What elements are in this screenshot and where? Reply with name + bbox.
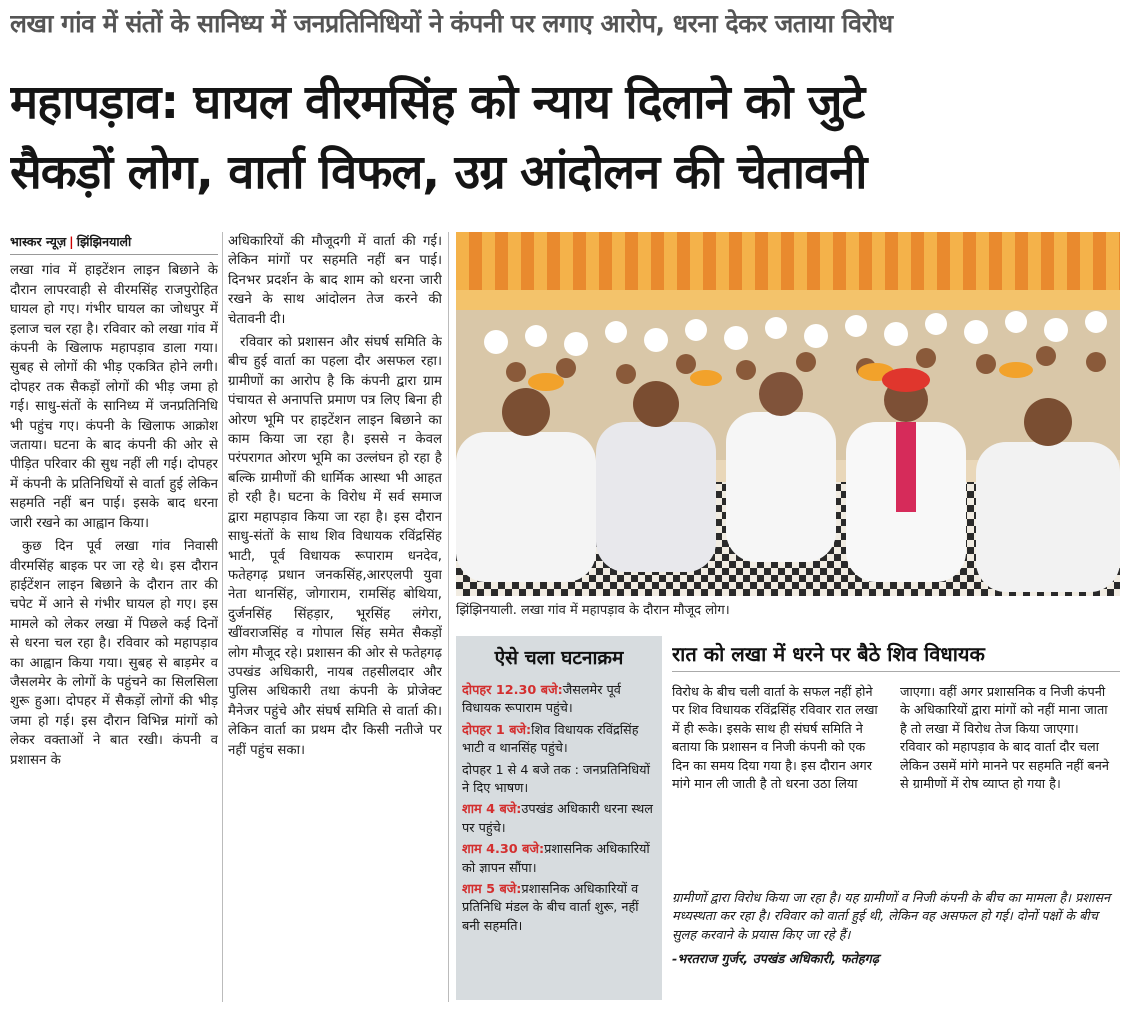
- timeline-text: प्रशासनिक अधिकारियों को ज्ञापन सौंपा।: [462, 842, 650, 876]
- paragraph: लखा गांव में हाइटेंशन लाइन बिछाने के दौरान लापरवाही से वीरमसिंह राजपुरोहित घायल हो गए। गंभीर घायल का जोधपुर में इलाज चल रहा है। रविवार को लखा गांव में कंपनी के खिलाफ महापड़ाव डाला गया। सुबह से लोगों की भीड़ एकत्रित होने लगी। दोपहर तक सैकड़ों लोगों की भीड़ जमा हो गई। साधु-संतों के सानिध्य में जनप्रतिनिधि भी पहुंच गए। कंपनी के खिलाफ आक्रोश जताया। घटना के बाद कंपनी की ओर से पीड़ित परिवार की सुध नहीं ली गई। दोपहर में कंपनी के प्रतिनिधियों से वार्ता हुई लेकिन सहमति नहीं बन पाई। इसके बाद धरना जारी रखने का आह्वान किया।: [10, 263, 218, 531]
- kicker-headline: लखा गांव में संतों के सानिध्य में जनप्रतिनिधियों ने कंपनी पर लगाए आरोप, धरना देकर जताया विरोध: [10, 9, 893, 38]
- timeline-time: दोपहर 12.30 बजे:: [462, 683, 563, 698]
- quote-author: -भरतराज गुर्जर, उपखंड अधिकारी, फतेहगढ़: [672, 952, 879, 968]
- timeline-time: शाम 4.30 बजे:: [462, 842, 545, 858]
- byline-agency: भास्कर न्यूज़: [10, 234, 67, 249]
- timeline-text: प्रशासनिक अधिकारियों व प्रतिनिधि मंडल के बीच वार्ता शुरू, नहीं बनी सहमति।: [462, 882, 639, 934]
- main-headline-line2: सैकड़ों लोग, वार्ता विफल, उग्र आंदोलन की चेतावनी: [10, 145, 867, 200]
- main-headline-line1: महापड़ाव: घायल वीरमसिंह को न्याय दिलाने को जुटे: [10, 75, 865, 130]
- timeline-item: [462, 682, 658, 719]
- side-story-column-b: जाएगा। वहीं अगर प्रशासनिक व निजी कंपनी के अधिकारियों द्वारा मांगों को नहीं माना जाता है तो लखा में विरोध तेज किया जाएगा। रविवार को महापड़ाव के बाद वार्ता दौर चला लेकिन उसमें मांगे मानने पर सहमति नहीं बनने से ग्रामीणों में रोष व्याप्त हो गया है।: [900, 685, 1109, 793]
- timeline-time: शाम 4 बजे:: [462, 802, 522, 818]
- timeline-item: [462, 881, 658, 936]
- column-divider: [222, 232, 223, 1002]
- side-story-title: रात को लखा में धरने पर बैठे शिव विधायक: [672, 640, 1120, 672]
- paragraph: कुछ दिन पूर्व लखा गांव निवासी वीरमसिंह बाइक पर जा रहे थे। इस दौरान हाईटेंशन लाइन बिछाने के दौरान तार की चपेट में आने से गंभीर घायल हो गए। इस मामले को लेकर लखा में पिछले कई दिनों से धरना चल रहा है। रविवार को महापड़ाव का आह्वान किया गया। सुबह से बाड़मेर व जैसलमेर के लोगों के पहुंचने का सिलसिला शुरू हुआ। दोपहर में सैकड़ों लोगों की भीड़ जमा हो गई। इस दौरान विभिन्न मांगों को लेकर वक्ताओं ने बात रखी। कंपनी व प्रशासन के: [10, 539, 218, 768]
- side-story-body: [672, 684, 1120, 884]
- timeline-time: दोपहर 1 बजे:: [462, 722, 532, 738]
- side-story: [672, 640, 1120, 1000]
- official-quote: [672, 890, 1120, 990]
- column-divider: [448, 232, 449, 1002]
- timeline-item: [462, 722, 658, 759]
- crowd-photo-illustration: [456, 232, 1120, 596]
- byline-place: झिंझिनयाली: [76, 234, 132, 249]
- timeline-time: शाम 5 बजे:: [462, 882, 522, 898]
- quote-text: ग्रामीणों द्वारा विरोध किया जा रहा है। यह ग्रामीणों व निजी कंपनी के बीच का मामला है। प्रशासन मध्यस्थता कर रहा है। रविवार को वार्ता हुई थी, लेकिन वह असफल हो गई। दोनों पक्षों के बीच सुलह करवाने के प्रयास किए जा रहे हैं।: [672, 891, 1111, 943]
- timeline-text: शिव विधायक रविंद्रसिंह भाटी व थानसिंह पहुंचे।: [462, 722, 639, 757]
- timeline-text: दोपहर 1 से 4 बजे तक : जनप्रतिनिधियों ने दिए भाषण।: [462, 762, 650, 797]
- byline: भास्कर न्यूज़ | झिंझिनयाली: [10, 232, 218, 255]
- timeline-item: [462, 841, 658, 878]
- news-photo: [456, 232, 1120, 596]
- timeline-list: [462, 682, 658, 994]
- article-column-1: [10, 232, 218, 1002]
- timeline-title: ऐसे चला घटनाक्रम: [494, 647, 624, 669]
- paragraph: रविवार को प्रशासन और संघर्ष समिति के बीच हुई वार्ता का पहला दौर असफल रहा। ग्रामीणों का आरोप है कि कंपनी द्वारा ग्राम पंचायत से अनापत्ति प्रमाण पत्र लिए बिना ही ओरण भूमि पर हाइटेंशन लाइन बिछाने का काम किया जा रहा है। इससे न केवल परंपरागत ओरण भूमि का उल्लंघन हो रहा है बल्कि ग्रामीणों की धार्मिक आस्था भी आहत हो रही है। घटना के विरोध में सर्व समाज द्वारा महापड़ाव किया जा रहा है। इस दौरान साधु-संतों के साथ शिव विधायक रविंद्रसिंह भाटी, पूर्व विधायक रूपाराम धनदेव, फतेहगढ़ प्रधान जनकसिंह,आरएलपी युवा नेता थानसिंह, जोगाराम, रामसिंह बोथिया, दुर्जनसिंह सिंहड़ार, भूरसिंह लंगेरा, खींवराजसिंह व गोपाल सिंह समेत सैकड़ों लोग मौजूद रहे। प्रशासन की ओर से फतेहगढ़ उपखंड अधिकारी, नायब तहसीलदार और पुलिस अधिकारी तथा कंपनी के प्रोजेक्ट मैनेजर पहुंचे और संघर्ष समिति से वार्ता की। लेकिन वार्ता का प्रथम दौर किसी नतीजे पर नहीं पहुंच सका।: [228, 335, 442, 758]
- side-story-column-a: विरोध के बीच चली वार्ता के सफल नहीं होने पर शिव विधायक रविंद्रसिंह रविवार रात लखा में ही रूके। इसके साथ ही संघर्ष समिति ने बताया कि प्रशासन व निजी कंपनी को एक दिन का समय दिया गया है। इस दौरान अगर मांगे मान ली जाती है तो धरना उठा लिया: [672, 685, 878, 793]
- timeline-text: उपखंड अधिकारी धरना स्थल पर पहुंचे।: [462, 802, 653, 836]
- timeline-item: [462, 801, 658, 838]
- timeline-box: [456, 636, 662, 1000]
- timeline-item: [462, 762, 658, 799]
- article-column-2: [228, 232, 442, 1002]
- photo-caption: झिंझिनयाली. लखा गांव में महापड़ाव के दौरान मौजूद लोग।: [456, 603, 730, 618]
- timeline-text: जैसलमेर पूर्व विधायक रूपाराम पहुंचे।: [462, 683, 621, 717]
- paragraph: अधिकारियों की मौजूदगी में वार्ता की गई। लेकिन मांगों पर सहमति नहीं बन पाई। दिनभर प्रदर्शन के बाद शाम को धरना जारी रखने के साथ आंदोलन तेज करने की चेतावनी दी।: [228, 234, 442, 327]
